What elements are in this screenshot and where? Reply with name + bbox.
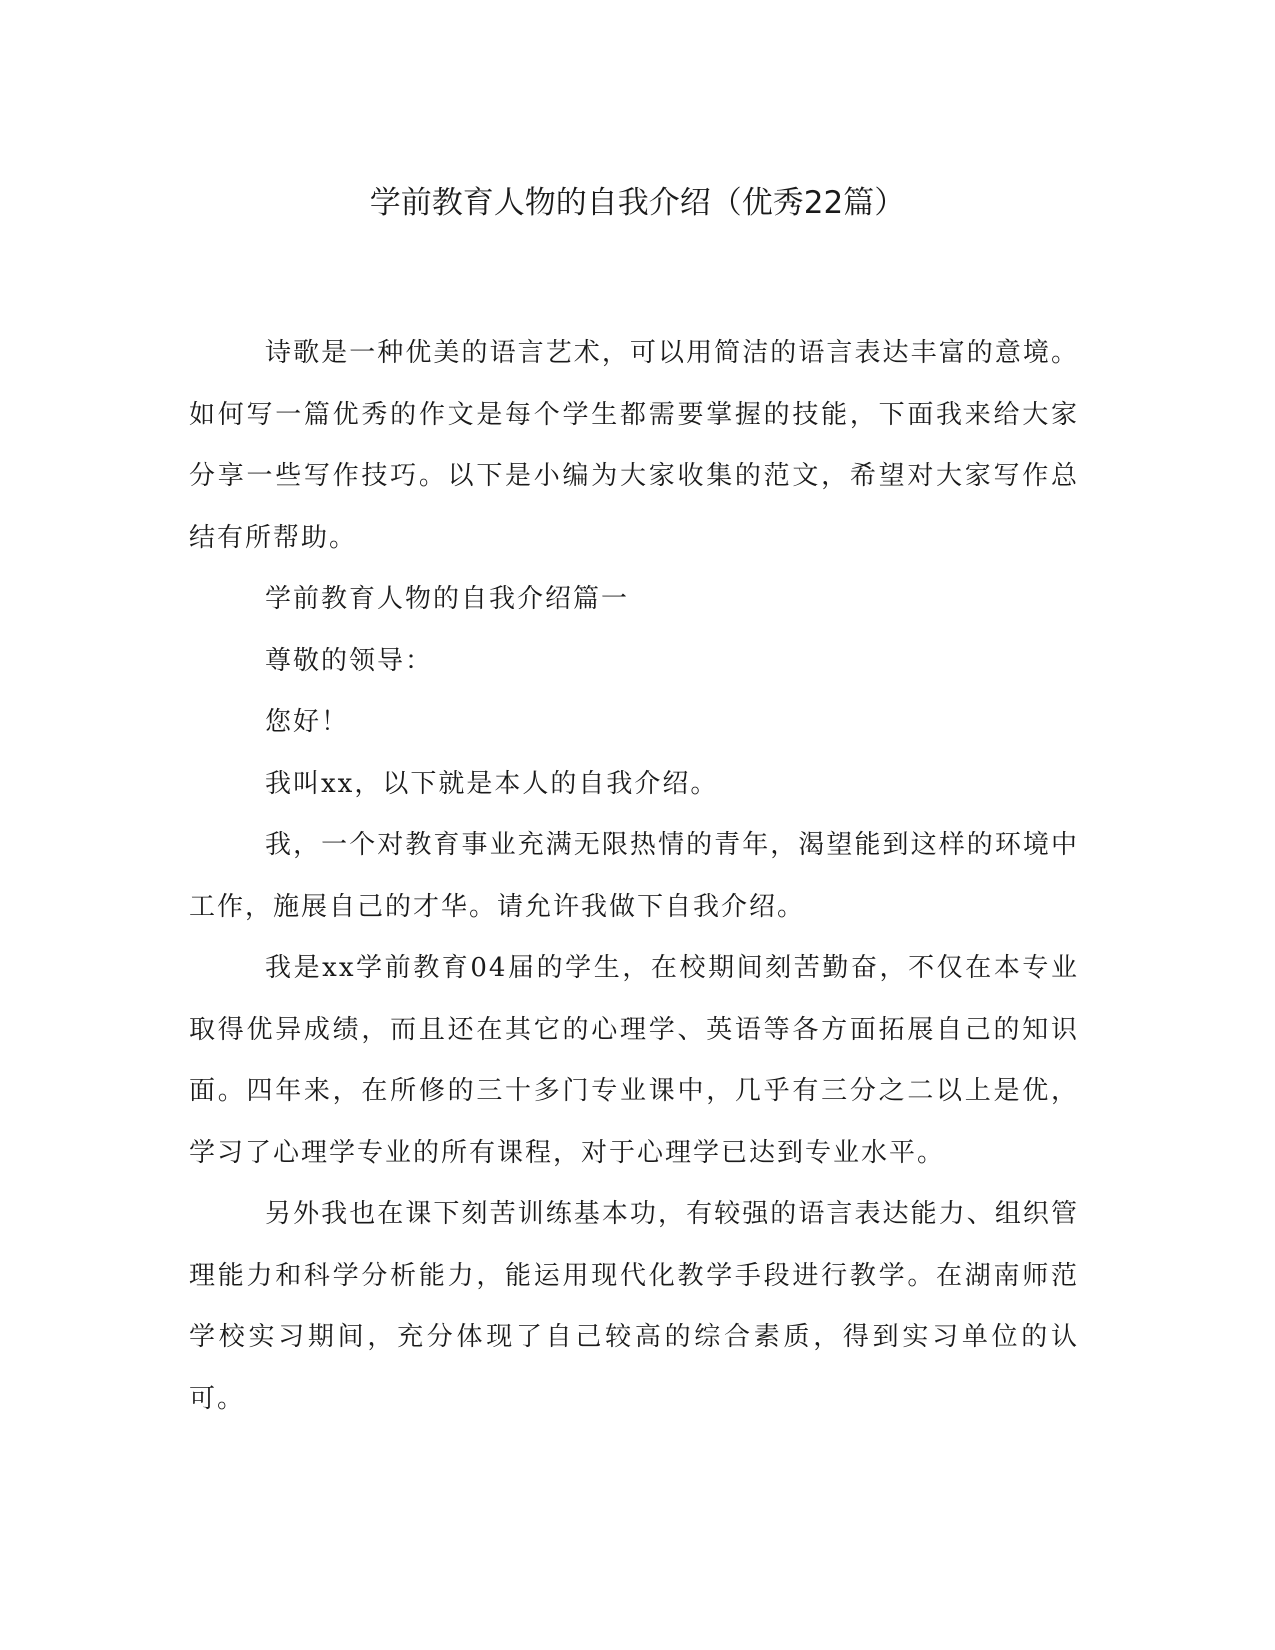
section-heading: 学前教育人物的自我介绍篇一 (265, 584, 630, 614)
greeting: 您好！ (265, 707, 350, 737)
salutation: 尊敬的领导： (265, 645, 434, 676)
body-paragraph: 另外我也在课下刻苦训练基本功，有较强的语言表达能力、组织管理能力和科学分析能力，能运用现代化教学手段进行教学。在湖南师范学校实习期间，充分体现了自己较高的综合素质，得到实习单位的认可。 (189, 1199, 1079, 1414)
intro-paragraph: 诗歌是一种优美的语言艺术，可以用简洁的语言表达丰富的意境。如何写一篇优秀的作文是每个学生都需要掌握的技能，下面我来给大家分享一些写作技巧。以下是小编为大家收集的范文，希望对大家写作总结有所帮助。 (189, 338, 1079, 553)
body-paragraph: 我，一个对教育事业充满无限热情的青年，渴望能到这样的环境中工作，施展自己的才华。请允许我做下自我介绍。 (189, 830, 1079, 922)
body-paragraph: 我叫xx，以下就是本人的自我介绍。 (265, 768, 719, 799)
document-body (189, 323, 1079, 1430)
body-paragraph: 我是xx学前教育04届的学生，在校期间刻苦勤奋，不仅在本专业取得优异成绩，而且还在其它的心理学、英语等各方面拓展自己的知识面。四年来，在所修的三十多门专业课中，几乎有三分之二以上是优，学习了心理学专业的所有课程，对于心理学已达到专业水平。 (189, 953, 1079, 1168)
document-title: 学前教育人物的自我介绍（优秀22篇） (369, 185, 906, 221)
